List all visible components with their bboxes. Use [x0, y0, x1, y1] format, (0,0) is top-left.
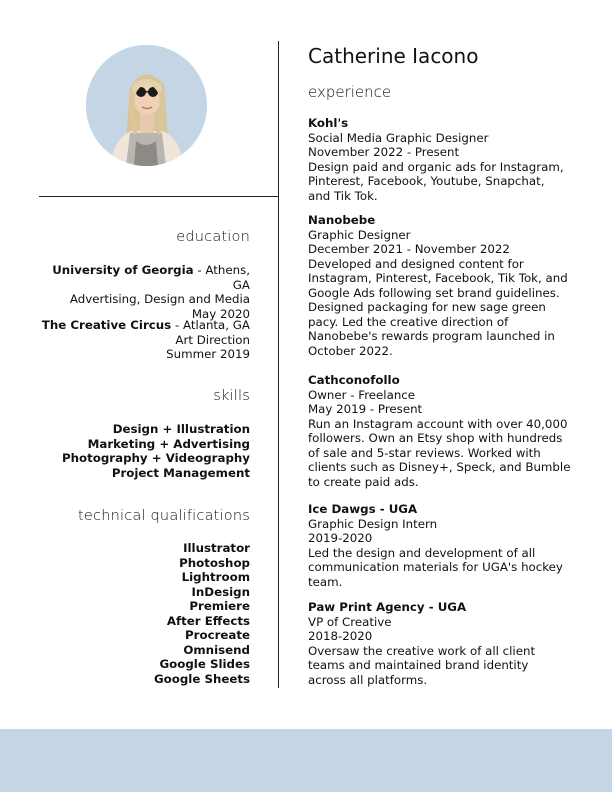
tech-item: InDesign — [191, 584, 250, 599]
job-desc-line: to create paid ads. — [308, 474, 419, 489]
job-desc-line: communication materials for UGA's hockey — [308, 560, 563, 574]
portrait-icon — [86, 45, 207, 166]
job-desc-line: Instagram, Pinterest, Facebook, Tik Tok, and — [308, 271, 568, 285]
tech-item: Illustrator — [183, 541, 250, 555]
vertical-divider — [278, 41, 279, 688]
job-desc-line: pacy. Led the creative direction of — [308, 314, 509, 329]
job-desc-line: Design paid and organic ads for Instagram, — [308, 159, 564, 174]
school-location: - Athens, GA — [193, 263, 250, 292]
job-company: Nanobebe — [308, 213, 376, 227]
job-desc-line: of sale and 5-star reviews. Worked with — [308, 445, 541, 460]
skill-item: Design + Illustration — [112, 422, 250, 436]
school-program: Advertising, Design and Media — [69, 292, 250, 306]
job-desc-line: Google Ads following set brand guidelines. — [308, 285, 560, 300]
job-desc-line: Oversaw the creative work of all client — [308, 643, 536, 658]
job-company: Paw Print Agency - UGA — [308, 600, 467, 614]
job-dates: 2019-2020 — [308, 531, 373, 545]
job-desc-line: clients such as Disney+, Speck, and Bumble — [308, 460, 571, 474]
job-entry-3 — [308, 373, 578, 489]
horizontal-divider — [39, 196, 279, 197]
job-role: Owner - Freelance — [308, 387, 416, 402]
job-role: Graphic Designer — [308, 227, 411, 242]
tech-item: Lightroom — [181, 570, 250, 584]
job-desc-line: Designed packaging for new sage green — [308, 300, 546, 314]
tech-item: Premiere — [189, 599, 250, 613]
tech-item: Google Sheets — [153, 671, 250, 686]
job-entry-4 — [308, 502, 578, 589]
education-entry-1 — [36, 263, 250, 321]
skills-list — [36, 422, 250, 480]
job-dates: November 2022 - Present — [308, 145, 460, 159]
job-company: Kohl's — [308, 116, 349, 130]
job-desc-line: October 2022. — [308, 343, 393, 358]
school-date: Summer 2019 — [166, 347, 250, 361]
job-dates: May 2019 - Present — [308, 402, 423, 416]
job-desc-line: followers. Own an Etsy shop with hundreds — [308, 431, 563, 445]
education-heading: education — [176, 229, 250, 245]
job-desc-line: Nanobebe's rewards program launched in — [308, 329, 555, 343]
job-desc-line: team. — [308, 574, 343, 589]
tech-item: Photoshop — [179, 555, 250, 570]
job-entry-2 — [308, 213, 578, 358]
tech-item: Omnisend — [183, 642, 250, 657]
portrait-photo — [86, 45, 207, 166]
job-dates: December 2021 - November 2022 — [308, 242, 510, 256]
technical-heading: technical qualifications — [78, 508, 250, 524]
tech-item: Google Slides — [159, 657, 250, 671]
job-role: Social Media Graphic Designer — [308, 130, 489, 145]
job-entry-1 — [308, 116, 578, 203]
job-entry-5 — [308, 600, 578, 687]
candidate-name: Catherine Iacono — [308, 44, 479, 68]
skills-heading: skills — [213, 388, 250, 404]
school-name: The Creative Circus — [41, 318, 172, 332]
technical-list — [36, 541, 250, 686]
job-company: Cathconofollo — [308, 373, 400, 387]
job-desc-line: Pinterest, Facebook, Youtube, Snapchat, — [308, 174, 545, 188]
school-name: University of Georgia — [52, 263, 194, 277]
school-date: May 2020 — [191, 306, 250, 321]
job-role: Graphic Design Intern — [308, 516, 438, 531]
job-desc-line: Led the design and development of all — [308, 545, 536, 560]
skill-item: Project Management — [111, 465, 250, 480]
experience-heading: experience — [308, 83, 392, 101]
job-desc-line: Developed and designed content for — [308, 256, 524, 271]
school-program: Art Direction — [175, 332, 250, 347]
tech-item: After Effects — [166, 613, 250, 628]
job-desc-line: across all platforms. — [308, 672, 428, 687]
skill-item: Photography + Videography — [61, 451, 250, 465]
footer-band — [0, 729, 612, 792]
job-desc-line: Run an Instagram account with over 40,000 — [308, 416, 568, 431]
job-role: VP of Creative — [308, 614, 392, 629]
skill-item: Marketing + Advertising — [87, 436, 250, 451]
job-dates: 2018-2020 — [308, 629, 373, 643]
job-company: Ice Dawgs - UGA — [308, 502, 418, 516]
school-location: - Atlanta, GA — [171, 318, 250, 332]
tech-item: Procreate — [185, 628, 250, 642]
job-desc-line: teams and maintained brand identity — [308, 658, 529, 672]
job-desc-line: and Tik Tok. — [308, 188, 378, 203]
education-entry-2 — [36, 318, 250, 362]
